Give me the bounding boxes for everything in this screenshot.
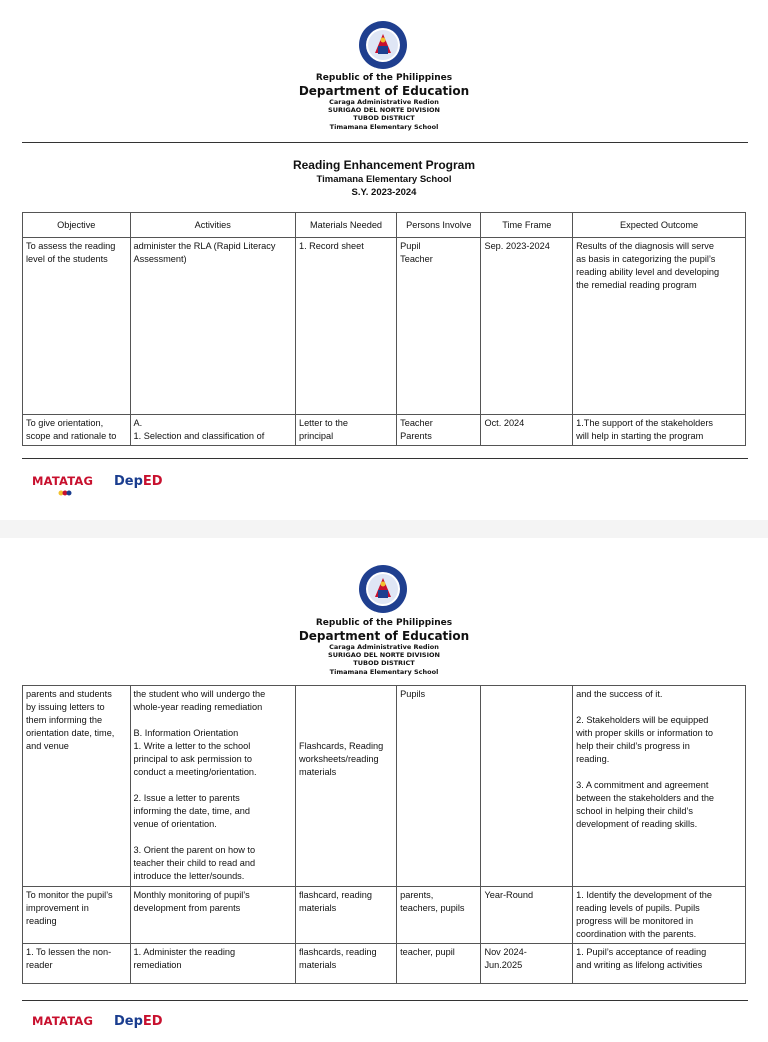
- time-frame-cell: Year-Round: [481, 887, 573, 944]
- materials-cell: flashcard, reading materials: [295, 887, 396, 944]
- time-frame-cell: Nov 2024- Jun.2025: [481, 944, 573, 984]
- letterhead-republic: Republic of the Philippines: [315, 618, 453, 628]
- letterhead-department: Department of Education: [298, 84, 470, 98]
- outcome-cell: Results of the diagnosis will serve as basis in categorizing the pupil’s reading ability level and developing the remedial reading program: [573, 238, 746, 415]
- footer-divider: [22, 1000, 748, 1001]
- activities-cell: 1. Administer the reading remediation: [130, 944, 295, 984]
- objective-cell: To give orientation, scope and rationale to: [23, 415, 131, 446]
- document-school-year: S.Y. 2023-2024: [351, 187, 417, 198]
- persons-cell: teacher, pupil: [397, 944, 481, 984]
- letterhead-region: Caraga Administrative Redion: [329, 643, 439, 651]
- matatag-logo: MATATAG: [32, 474, 96, 498]
- table-row: [23, 686, 746, 887]
- persons-cell: Pupil Teacher: [397, 238, 481, 415]
- table-header-row: [23, 213, 746, 238]
- letterhead-division: SURIGAO DEL NORTE DIVISION: [328, 651, 440, 660]
- column-header: Expected Outcome: [573, 213, 746, 238]
- footer-logos: [30, 470, 190, 502]
- outcome-cell: 1. Pupil’s acceptance of reading and writing as lifelong activities: [573, 944, 746, 984]
- objective-cell: parents and students by issuing letters to them informing the orientation date, time, and venue: [23, 686, 131, 887]
- letterhead-school: Timamana Elementary School: [329, 667, 439, 676]
- header-divider: [22, 142, 748, 143]
- table-row: [23, 238, 746, 415]
- time-frame-cell: Oct. 2024: [481, 415, 573, 446]
- letterhead-district: TUBOD DISTRICT: [353, 114, 415, 123]
- letterhead: [0, 73, 768, 131]
- persons-cell: Teacher Parents: [397, 415, 481, 446]
- document-school: Timamana Elementary School: [316, 174, 452, 185]
- table-row: [23, 887, 746, 944]
- persons-cell: parents, teachers, pupils: [397, 887, 481, 944]
- persons-cell: Pupils: [397, 686, 481, 887]
- letterhead-department: Department of Education: [298, 629, 470, 643]
- activities-cell: Monthly monitoring of pupil’s development from parents: [130, 887, 295, 944]
- footer-logos: [30, 1010, 190, 1042]
- deped-logo: DepED: [114, 1014, 163, 1029]
- deped-logo: DepED: [114, 474, 163, 489]
- objective-cell: To monitor the pupil’s improvement in reading: [23, 887, 131, 944]
- activities-cell: administer the RLA (Rapid Literacy Assessment): [130, 238, 295, 415]
- activities-cell: A. 1. Selection and classification of: [130, 415, 295, 446]
- letterhead-region: Caraga Administrative Redion: [329, 98, 439, 106]
- document-page-2: [0, 538, 768, 1029]
- document-title: Reading Enhancement Program: [292, 158, 476, 172]
- letterhead-district: TUBOD DISTRICT: [353, 659, 415, 668]
- objective-cell: To assess the reading level of the students: [23, 238, 131, 415]
- letterhead-division: SURIGAO DEL NORTE DIVISION: [328, 106, 440, 115]
- column-header: Objective: [23, 213, 131, 238]
- materials-cell: flashcards, reading materials: [295, 944, 396, 984]
- document-title-block: [0, 157, 768, 199]
- activities-cell: the student who will undergo the whole-year reading remediation B. Information Orientation 1. Write a letter to the school principal to ask permission to conduct a meeting/orientation. 2. Issue a letter to parents informing the date, time, and venue of orientation. 3. Orient the parent on how to teacher their child to read and introduce the letter/sounds.: [130, 686, 295, 887]
- program-table-page-1: [22, 212, 746, 446]
- document-page-1: [0, 0, 768, 520]
- letterhead-school: Timamana Elementary School: [329, 122, 439, 131]
- time-frame-cell: [481, 686, 573, 887]
- deped-seal-icon: [358, 20, 408, 70]
- matatag-logo: MATATAG: [32, 1014, 94, 1028]
- column-header: Persons Involve: [397, 213, 481, 238]
- page-gap: [0, 520, 768, 538]
- matatag-emblem-icon: [58, 490, 72, 496]
- materials-cell: Flashcards, Reading worksheets/reading materials: [295, 686, 396, 887]
- table-row: [23, 944, 746, 984]
- time-frame-cell: Sep. 2023-2024: [481, 238, 573, 415]
- table-row: [23, 415, 746, 446]
- materials-cell: Letter to the principal: [295, 415, 396, 446]
- program-table-page-2: [22, 685, 746, 984]
- column-header: Time Frame: [481, 213, 573, 238]
- letterhead: [0, 618, 768, 676]
- column-header: Activities: [130, 213, 295, 238]
- materials-cell: 1. Record sheet: [295, 238, 396, 415]
- deped-seal-icon: [358, 564, 408, 614]
- objective-cell: 1. To lessen the non- reader: [23, 944, 131, 984]
- column-header: Materials Needed: [295, 213, 396, 238]
- letterhead-republic: Republic of the Philippines: [315, 73, 453, 83]
- outcome-cell: 1.The support of the stakeholders will help in starting the program: [573, 415, 746, 446]
- outcome-cell: and the success of it. 2. Stakeholders will be equipped with proper skills or information to help their child’s progress in reading. 3. A commitment and agreement between the stakeholders and the school in helping their child’s development of reading skills.: [573, 686, 746, 887]
- outcome-cell: 1. Identify the development of the reading levels of pupils. Pupils progress will be monitored in coordination with the parents.: [573, 887, 746, 944]
- footer-divider: [22, 458, 748, 459]
